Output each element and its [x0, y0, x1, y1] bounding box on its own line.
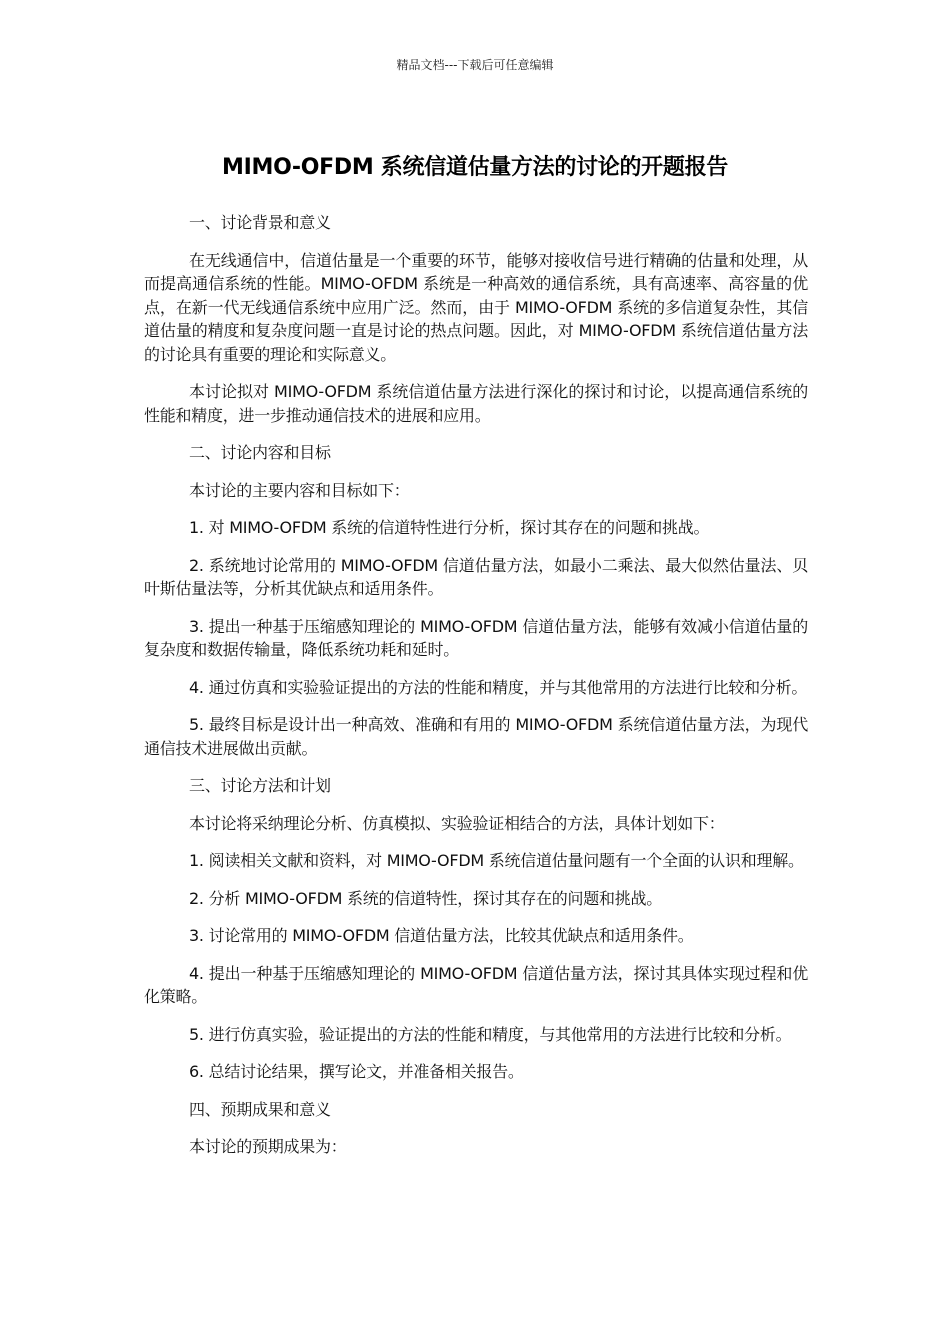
- list-item: 5. 最终目标是设计出一种高效、准确和有用的 MIMO-OFDM 系统信道估量方法，为现代通信技术进展做出贡献。: [144, 715, 808, 758]
- list-item: 1. 阅读相关文献和资料，对 MIMO-OFDM 系统信道估量问题有一个全面的认识和理解。: [189, 851, 804, 870]
- section-expected-results: [144, 1098, 808, 1159]
- section-heading: 二、讨论内容和目标: [189, 443, 331, 462]
- list-item: 2. 系统地讨论常用的 MIMO-OFDM 信道估量方法，如最小二乘法、最大似然估量法、贝叶斯估量法等，分析其优缺点和适用条件。: [144, 555, 808, 598]
- paragraph: 在无线通信中，信道估量是一个重要的环节，能够对接收信号进行精确的估量和处理，从而提高通信系统的性能。MIMO-OFDM 系统是一种高效的通信系统，具有高速率、高容量的优点，在新一代无线通信系统中应用广泛。然而，由于 MIMO-OFDM 系统的多信道复杂性，其信道估量的精度和复杂度问题一直是讨论的热点问题。因此，对 MIMO-OFDM 系统信道估量方法的讨论具有重要的理论和实际意义。: [144, 250, 808, 364]
- page-header: 精品文档---下载后可任意编辑: [396, 58, 554, 72]
- list-item: 1. 对 MIMO-OFDM 系统的信道特性进行分析，探讨其存在的问题和挑战。: [189, 518, 710, 537]
- list-item: 4. 提出一种基于压缩感知理论的 MIMO-OFDM 信道估量方法，探讨其具体实现过程和优化策略。: [144, 963, 808, 1006]
- section-content-goals: [144, 441, 808, 760]
- list-item: 2. 分析 MIMO-OFDM 系统的信道特性，探讨其存在的问题和挑战。: [189, 888, 663, 908]
- list-item: 4. 通过仿真和实验验证提出的方法的性能和精度，并与其他常用的方法进行比较和分析。: [189, 677, 808, 697]
- paragraph: 本讨论拟对 MIMO-OFDM 系统信道估量方法进行深化的探讨和讨论，以提高通信系统的性能和精度，进一步推动通信技术的进展和应用。: [144, 382, 808, 425]
- section-heading: 四、预期成果和意义: [189, 1099, 331, 1119]
- paragraph: 本讨论的主要内容和目标如下：: [189, 480, 410, 500]
- list-item: 3. 讨论常用的 MIMO-OFDM 信道估量方法，比较其优缺点和适用条件。: [189, 926, 694, 945]
- section-heading: 三、讨论方法和计划: [189, 776, 331, 795]
- section-background: [144, 211, 808, 427]
- document-body: [144, 211, 808, 1173]
- paragraph: 本讨论将采纳理论分析、仿真模拟、实验验证相结合的方法，具体计划如下：: [189, 813, 725, 833]
- document-title: MIMO-OFDM 系统信道估量方法的讨论的开题报告: [222, 154, 728, 180]
- section-methods-plan: [144, 774, 808, 1084]
- list-item: 6. 总结讨论结果，撰写论文，并准备相关报告。: [189, 1062, 524, 1081]
- paragraph: 本讨论的预期成果为：: [189, 1137, 347, 1156]
- list-item: 5. 进行仿真实验，验证提出的方法的性能和精度，与其他常用的方法进行比较和分析。: [189, 1024, 792, 1044]
- list-item: 3. 提出一种基于压缩感知理论的 MIMO-OFDM 信道估量方法，能够有效减小信道估量的复杂度和数据传输量，降低系统功耗和延时。: [144, 616, 808, 659]
- section-heading: 一、讨论背景和意义: [189, 213, 331, 232]
